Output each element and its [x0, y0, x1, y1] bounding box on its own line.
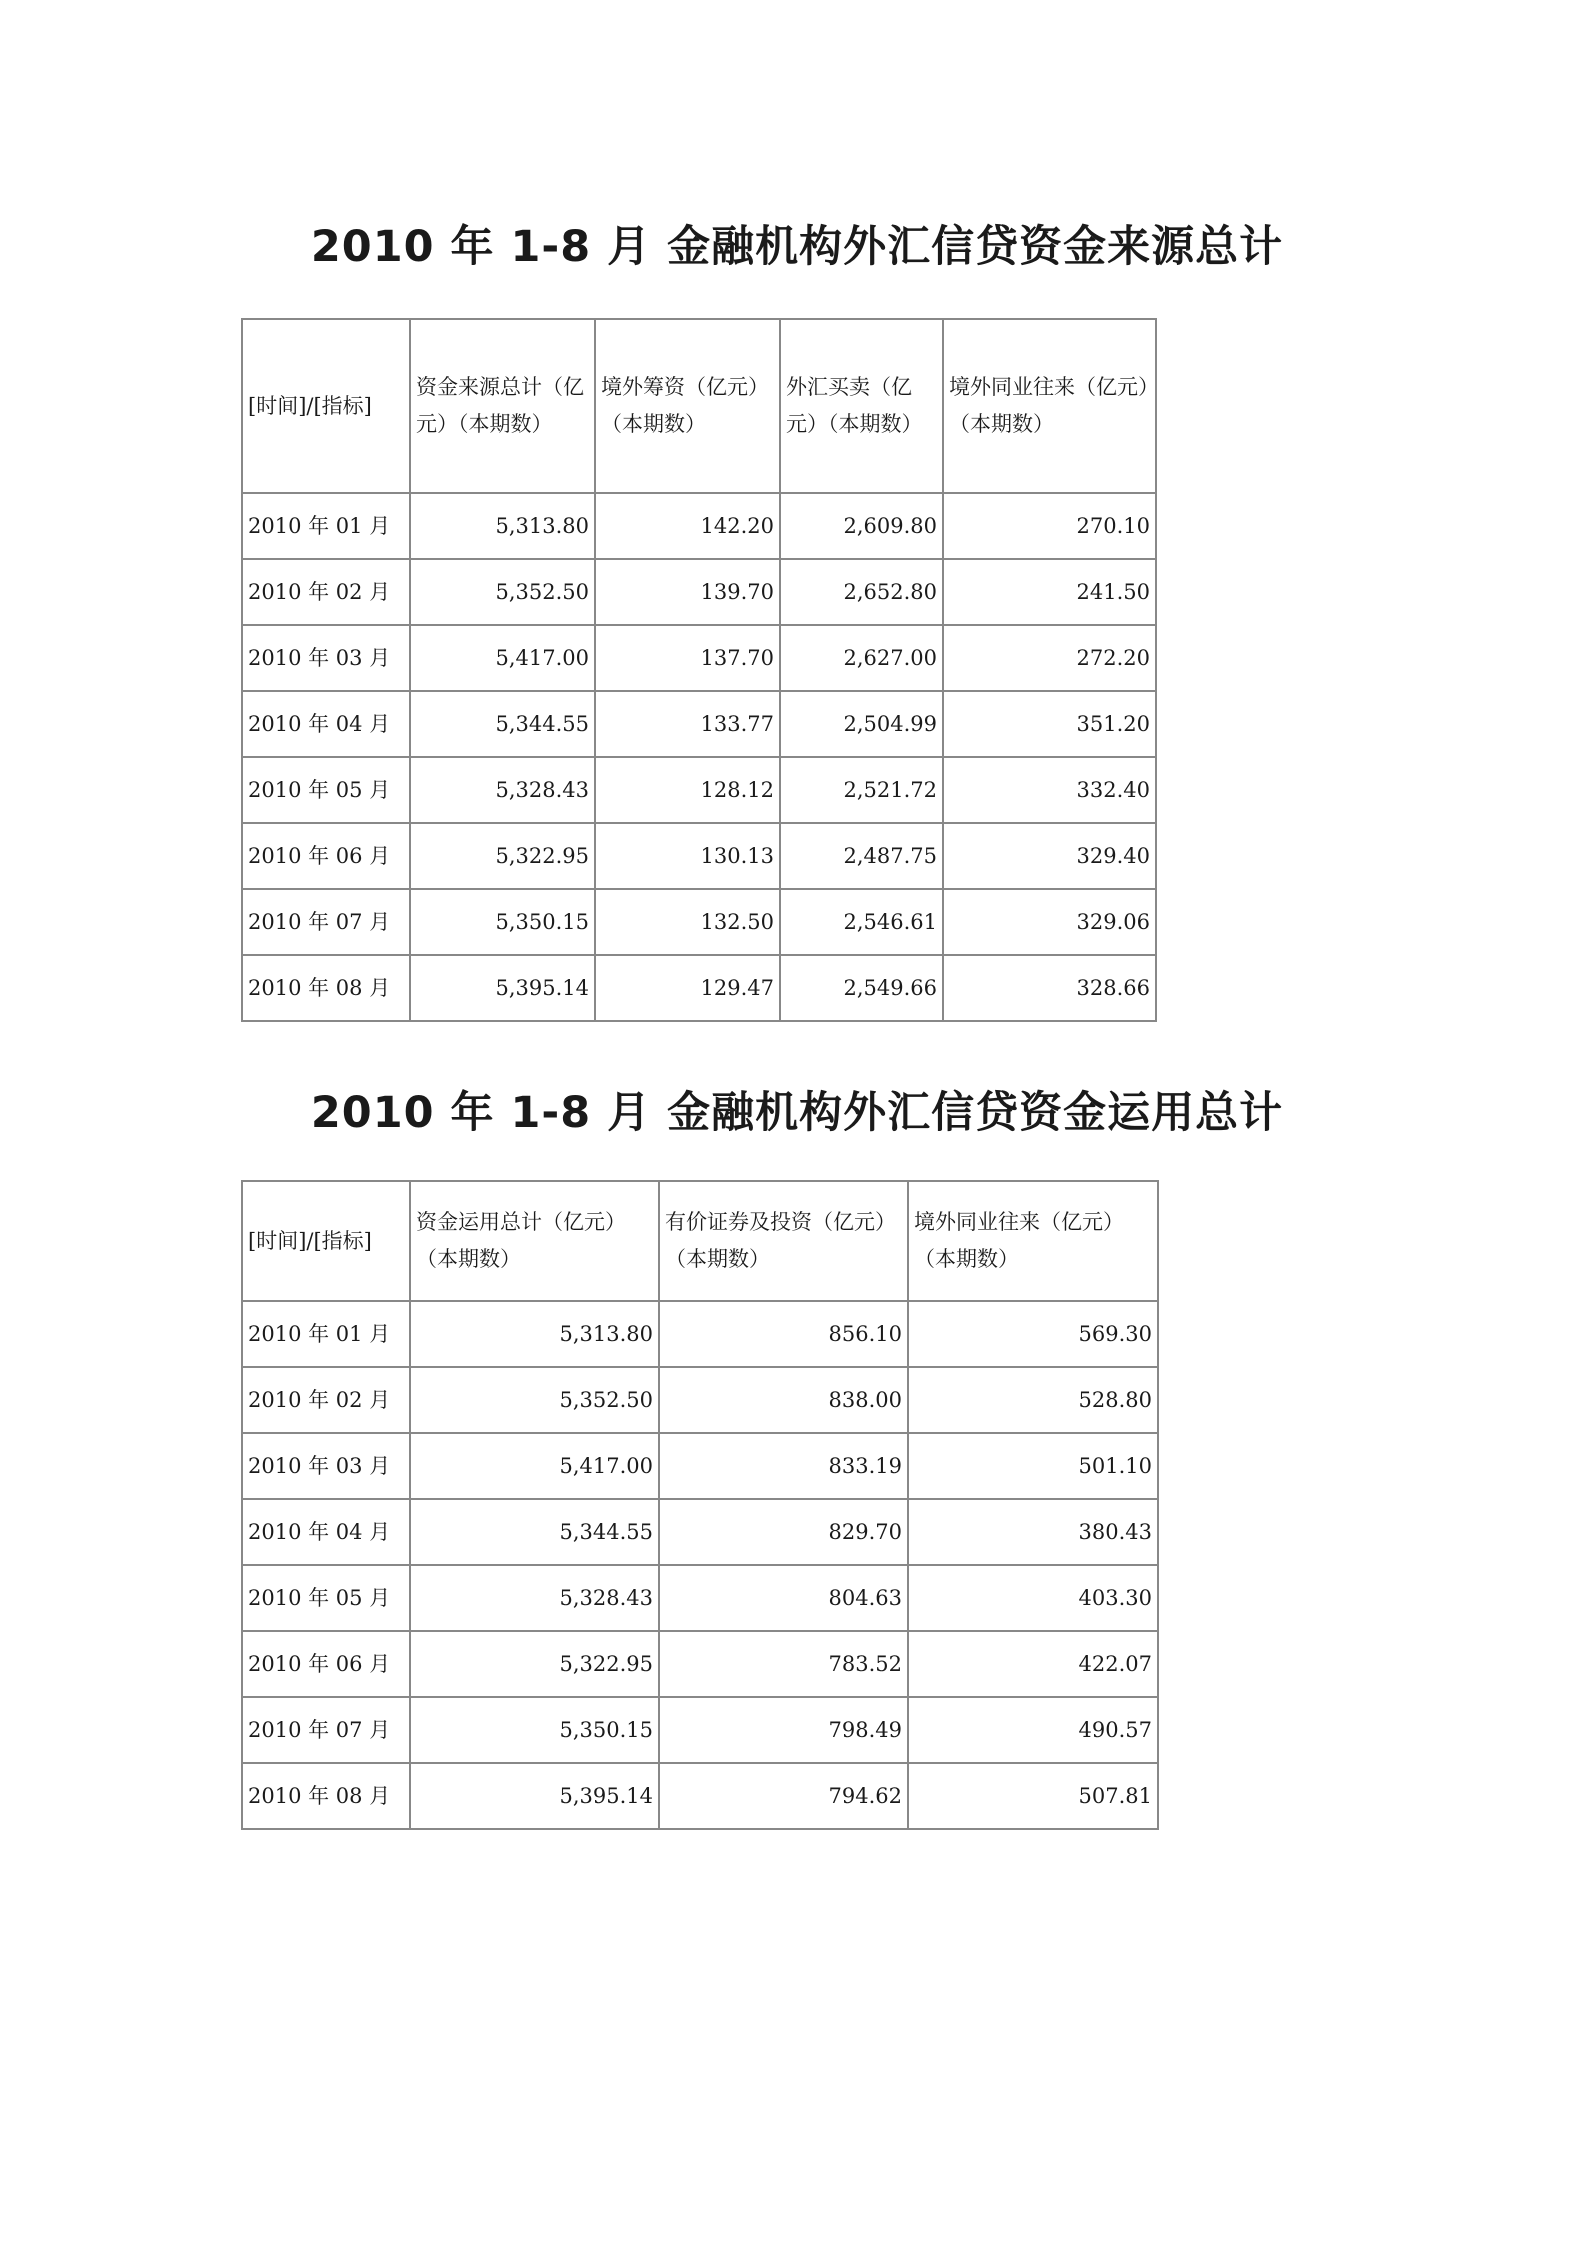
- total-sources-cell: 5,350.15: [410, 889, 595, 955]
- overseas-interbank-cell: 328.66: [943, 955, 1156, 1021]
- uses-table-title: 2010 年 1-8 月 金融机构外汇信贷资金运用总计: [310, 1088, 1284, 1138]
- overseas-interbank-cell: 501.10: [908, 1433, 1158, 1499]
- period-cell: 2010 年 02 月: [242, 1367, 410, 1433]
- table-header-row: [242, 1181, 1158, 1301]
- period-cell: 2010 年 06 月: [242, 823, 410, 889]
- securities-investment-cell: 838.00: [659, 1367, 908, 1433]
- overseas-funding-cell: 142.20: [595, 493, 780, 559]
- column-header-overseas-funding: 境外筹资（亿元）（本期数）: [595, 319, 780, 493]
- table-row: [242, 889, 1156, 955]
- overseas-interbank-cell: 329.06: [943, 889, 1156, 955]
- table-row: [242, 1565, 1158, 1631]
- table-row: [242, 559, 1156, 625]
- sources-table: [241, 318, 1157, 1022]
- table-header-row: [242, 319, 1156, 493]
- overseas-interbank-cell: 403.30: [908, 1565, 1158, 1631]
- period-cell: 2010 年 06 月: [242, 1631, 410, 1697]
- column-header-period: [时间]/[指标]: [242, 1181, 410, 1301]
- table-row: [242, 1763, 1158, 1829]
- total-uses-cell: 5,352.50: [410, 1367, 659, 1433]
- overseas-funding-cell: 130.13: [595, 823, 780, 889]
- table-row: [242, 1433, 1158, 1499]
- column-header-overseas-interbank: 境外同业往来（亿元）（本期数）: [943, 319, 1156, 493]
- overseas-funding-cell: 128.12: [595, 757, 780, 823]
- overseas-interbank-cell: 329.40: [943, 823, 1156, 889]
- column-header-fx-trading: 外汇买卖（亿元）（本期数）: [780, 319, 943, 493]
- total-uses-cell: 5,417.00: [410, 1433, 659, 1499]
- fx-trading-cell: 2,546.61: [780, 889, 943, 955]
- securities-investment-cell: 794.62: [659, 1763, 908, 1829]
- table-row: [242, 1499, 1158, 1565]
- table-row: [242, 625, 1156, 691]
- table-row: [242, 1697, 1158, 1763]
- table-row: [242, 823, 1156, 889]
- securities-investment-cell: 829.70: [659, 1499, 908, 1565]
- overseas-interbank-cell: 490.57: [908, 1697, 1158, 1763]
- table-row: [242, 955, 1156, 1021]
- period-cell: 2010 年 05 月: [242, 1565, 410, 1631]
- fx-trading-cell: 2,521.72: [780, 757, 943, 823]
- overseas-interbank-cell: 351.20: [943, 691, 1156, 757]
- column-header-period: [时间]/[指标]: [242, 319, 410, 493]
- table-row: [242, 691, 1156, 757]
- period-cell: 2010 年 05 月: [242, 757, 410, 823]
- table-row: [242, 493, 1156, 559]
- total-sources-cell: 5,352.50: [410, 559, 595, 625]
- period-cell: 2010 年 08 月: [242, 1763, 410, 1829]
- total-sources-cell: 5,328.43: [410, 757, 595, 823]
- table-row: [242, 1367, 1158, 1433]
- total-sources-cell: 5,313.80: [410, 493, 595, 559]
- period-cell: 2010 年 03 月: [242, 625, 410, 691]
- total-sources-cell: 5,395.14: [410, 955, 595, 1021]
- overseas-interbank-cell: 569.30: [908, 1301, 1158, 1367]
- period-cell: 2010 年 08 月: [242, 955, 410, 1021]
- fx-trading-cell: 2,549.66: [780, 955, 943, 1021]
- securities-investment-cell: 798.49: [659, 1697, 908, 1763]
- fx-trading-cell: 2,627.00: [780, 625, 943, 691]
- overseas-interbank-cell: 422.07: [908, 1631, 1158, 1697]
- fx-trading-cell: 2,504.99: [780, 691, 943, 757]
- total-sources-cell: 5,417.00: [410, 625, 595, 691]
- overseas-interbank-cell: 270.10: [943, 493, 1156, 559]
- fx-trading-cell: 2,652.80: [780, 559, 943, 625]
- table-row: [242, 757, 1156, 823]
- total-uses-cell: 5,313.80: [410, 1301, 659, 1367]
- period-cell: 2010 年 04 月: [242, 691, 410, 757]
- total-uses-cell: 5,328.43: [410, 1565, 659, 1631]
- sources-table-title: 2010 年 1-8 月 金融机构外汇信贷资金来源总计: [310, 222, 1284, 272]
- overseas-funding-cell: 133.77: [595, 691, 780, 757]
- column-header-overseas-interbank: 境外同业往来（亿元）（本期数）: [908, 1181, 1158, 1301]
- overseas-funding-cell: 137.70: [595, 625, 780, 691]
- overseas-funding-cell: 139.70: [595, 559, 780, 625]
- total-uses-cell: 5,322.95: [410, 1631, 659, 1697]
- overseas-funding-cell: 129.47: [595, 955, 780, 1021]
- total-uses-cell: 5,350.15: [410, 1697, 659, 1763]
- fx-trading-cell: 2,487.75: [780, 823, 943, 889]
- securities-investment-cell: 783.52: [659, 1631, 908, 1697]
- period-cell: 2010 年 02 月: [242, 559, 410, 625]
- securities-investment-cell: 833.19: [659, 1433, 908, 1499]
- period-cell: 2010 年 03 月: [242, 1433, 410, 1499]
- overseas-interbank-cell: 332.40: [943, 757, 1156, 823]
- column-header-securities-investment: 有价证券及投资（亿元）（本期数）: [659, 1181, 908, 1301]
- overseas-interbank-cell: 241.50: [943, 559, 1156, 625]
- overseas-interbank-cell: 272.20: [943, 625, 1156, 691]
- period-cell: 2010 年 07 月: [242, 1697, 410, 1763]
- table-row: [242, 1301, 1158, 1367]
- overseas-interbank-cell: 528.80: [908, 1367, 1158, 1433]
- overseas-interbank-cell: 507.81: [908, 1763, 1158, 1829]
- total-sources-cell: 5,322.95: [410, 823, 595, 889]
- overseas-interbank-cell: 380.43: [908, 1499, 1158, 1565]
- period-cell: 2010 年 01 月: [242, 493, 410, 559]
- period-cell: 2010 年 01 月: [242, 1301, 410, 1367]
- column-header-total-uses: 资金运用总计（亿元）（本期数）: [410, 1181, 659, 1301]
- total-sources-cell: 5,344.55: [410, 691, 595, 757]
- total-uses-cell: 5,344.55: [410, 1499, 659, 1565]
- period-cell: 2010 年 07 月: [242, 889, 410, 955]
- period-cell: 2010 年 04 月: [242, 1499, 410, 1565]
- column-header-total-sources: 资金来源总计（亿元）（本期数）: [410, 319, 595, 493]
- securities-investment-cell: 804.63: [659, 1565, 908, 1631]
- overseas-funding-cell: 132.50: [595, 889, 780, 955]
- total-uses-cell: 5,395.14: [410, 1763, 659, 1829]
- securities-investment-cell: 856.10: [659, 1301, 908, 1367]
- fx-trading-cell: 2,609.80: [780, 493, 943, 559]
- uses-table: [241, 1180, 1159, 1830]
- table-row: [242, 1631, 1158, 1697]
